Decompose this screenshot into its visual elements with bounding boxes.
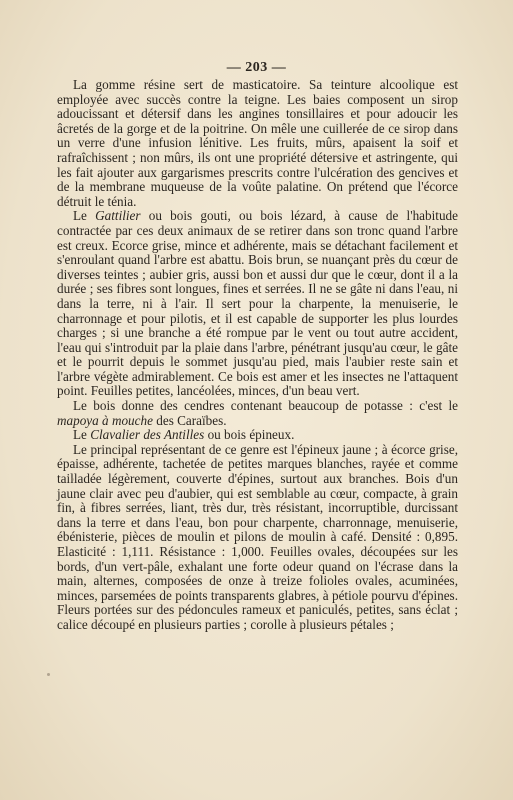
page-number: — 203 — bbox=[226, 60, 287, 75]
term-mapoya: mapoya à mouche bbox=[57, 412, 153, 428]
paragraph-epineux: Le principal représentant de ce genre est l'épineux jaune ; à écorce grise, épaisse, adhérente, tachetée de petites marques blanches, rayée et comme tailladée légèrement, couverte d'épines, surtout aux branches. Bois d'un jaune clair avec peu d'aubier, qui est semblable au cœur, compacte, à grain fin, à fibres serrées, liant, très dur, très résistant, incorruptible, durcissant dans la terre et dans l'eau, bon pour charpente, charronnage, menuiserie, ébénisterie, pièces de moulin et pilons de moulin à café. Densité : 0,895. Elasticité : 1,111. Résistance : 1,000. Feuilles ovales, découpées sur les bords, d'un vert-pâle, exhalant une forte odeur quand on l'écrase dans la main, alternes, composées de onze à treize folioles ovales, acuminées, minces, parsemées de points transparents glabres, à pétiole pourvu d'épines. Fleurs portées sur des pédoncules rameux et paniculés, petites, sans éclat ; calice découpé en plusieurs parties ; corolle à plusieurs pétales ; bbox=[57, 441, 458, 632]
paragraph-clavalier: Le Clavalier des Antilles ou bois épineux. bbox=[73, 427, 295, 443]
term-gattilier: Gattilier bbox=[95, 208, 141, 224]
paragraph-resin: La gomme résine sert de masticatoire. Sa teinture alcoolique est employée avec succès contre la teigne. Les baies composent un sirop adoucissant et détersif dans les angines tonsillaires et pour adoucir les âcretés de la gorge et de la poitrine. On mêle une cuillerée de ce sirop dans un verre d'une infusion lénitive. Les fruits, mûrs, apaisent la soif et rafraîchissent ; non mûrs, ils ont une propriété détersive et astringente, qui les fait ajouter aux gargarismes prescrits contre l'ulcération des gencives et de la membrane muqueuse de la voûte palatine. On prétend que l'écorce détruit le ténia. bbox=[57, 77, 458, 209]
paper-speck bbox=[71, 478, 74, 481]
body-text bbox=[57, 78, 458, 633]
term-clavalier: Clavalier des Antilles bbox=[90, 427, 205, 443]
paragraph-gattilier: Le Gattilier ou bois gouti, ou bois lézard, à cause de l'habitude contractée par ces deux animaux de se retirer dans son tronc quand l'arbre est creux. Ecorce grise, mince et adhérente, mais se détachant facilement et s'enroulant quand l'arbre est abattu. Bois brun, se nuançant près du cœur de diverses teintes ; aubier gris, aussi bon et aussi dur que le cœur, dont il a la durée ; ses fibres sont longues, fines et serrées. Il ne se gâte ni dans l'eau, ni dans la terre, ni à l'air. Il sert pour la charpente, la menuiserie, le charronnage et pour pilotis, et il est capable de supporter les plus lourdes charges ; si une branche a été rompue par le vent ou tout autre accident, l'eau qui s'introduit par la plaie dans l'arbre, pénétrant jusqu'au cœur, le gâte et le pourrit depuis le sommet jusqu'au pied, mais l'aubier reste sain et l'arbre végète admirablement. Ce bois est amer et les insectes ne l'attaquent point. Feuilles petites, lancéolées, minces, d'un beau vert. bbox=[57, 208, 458, 399]
paper-speck bbox=[47, 673, 50, 676]
paragraph-potasse: Le bois donne des cendres contenant beaucoup de potasse : c'est le mapoya à mouche des Caraïbes. bbox=[57, 398, 458, 428]
